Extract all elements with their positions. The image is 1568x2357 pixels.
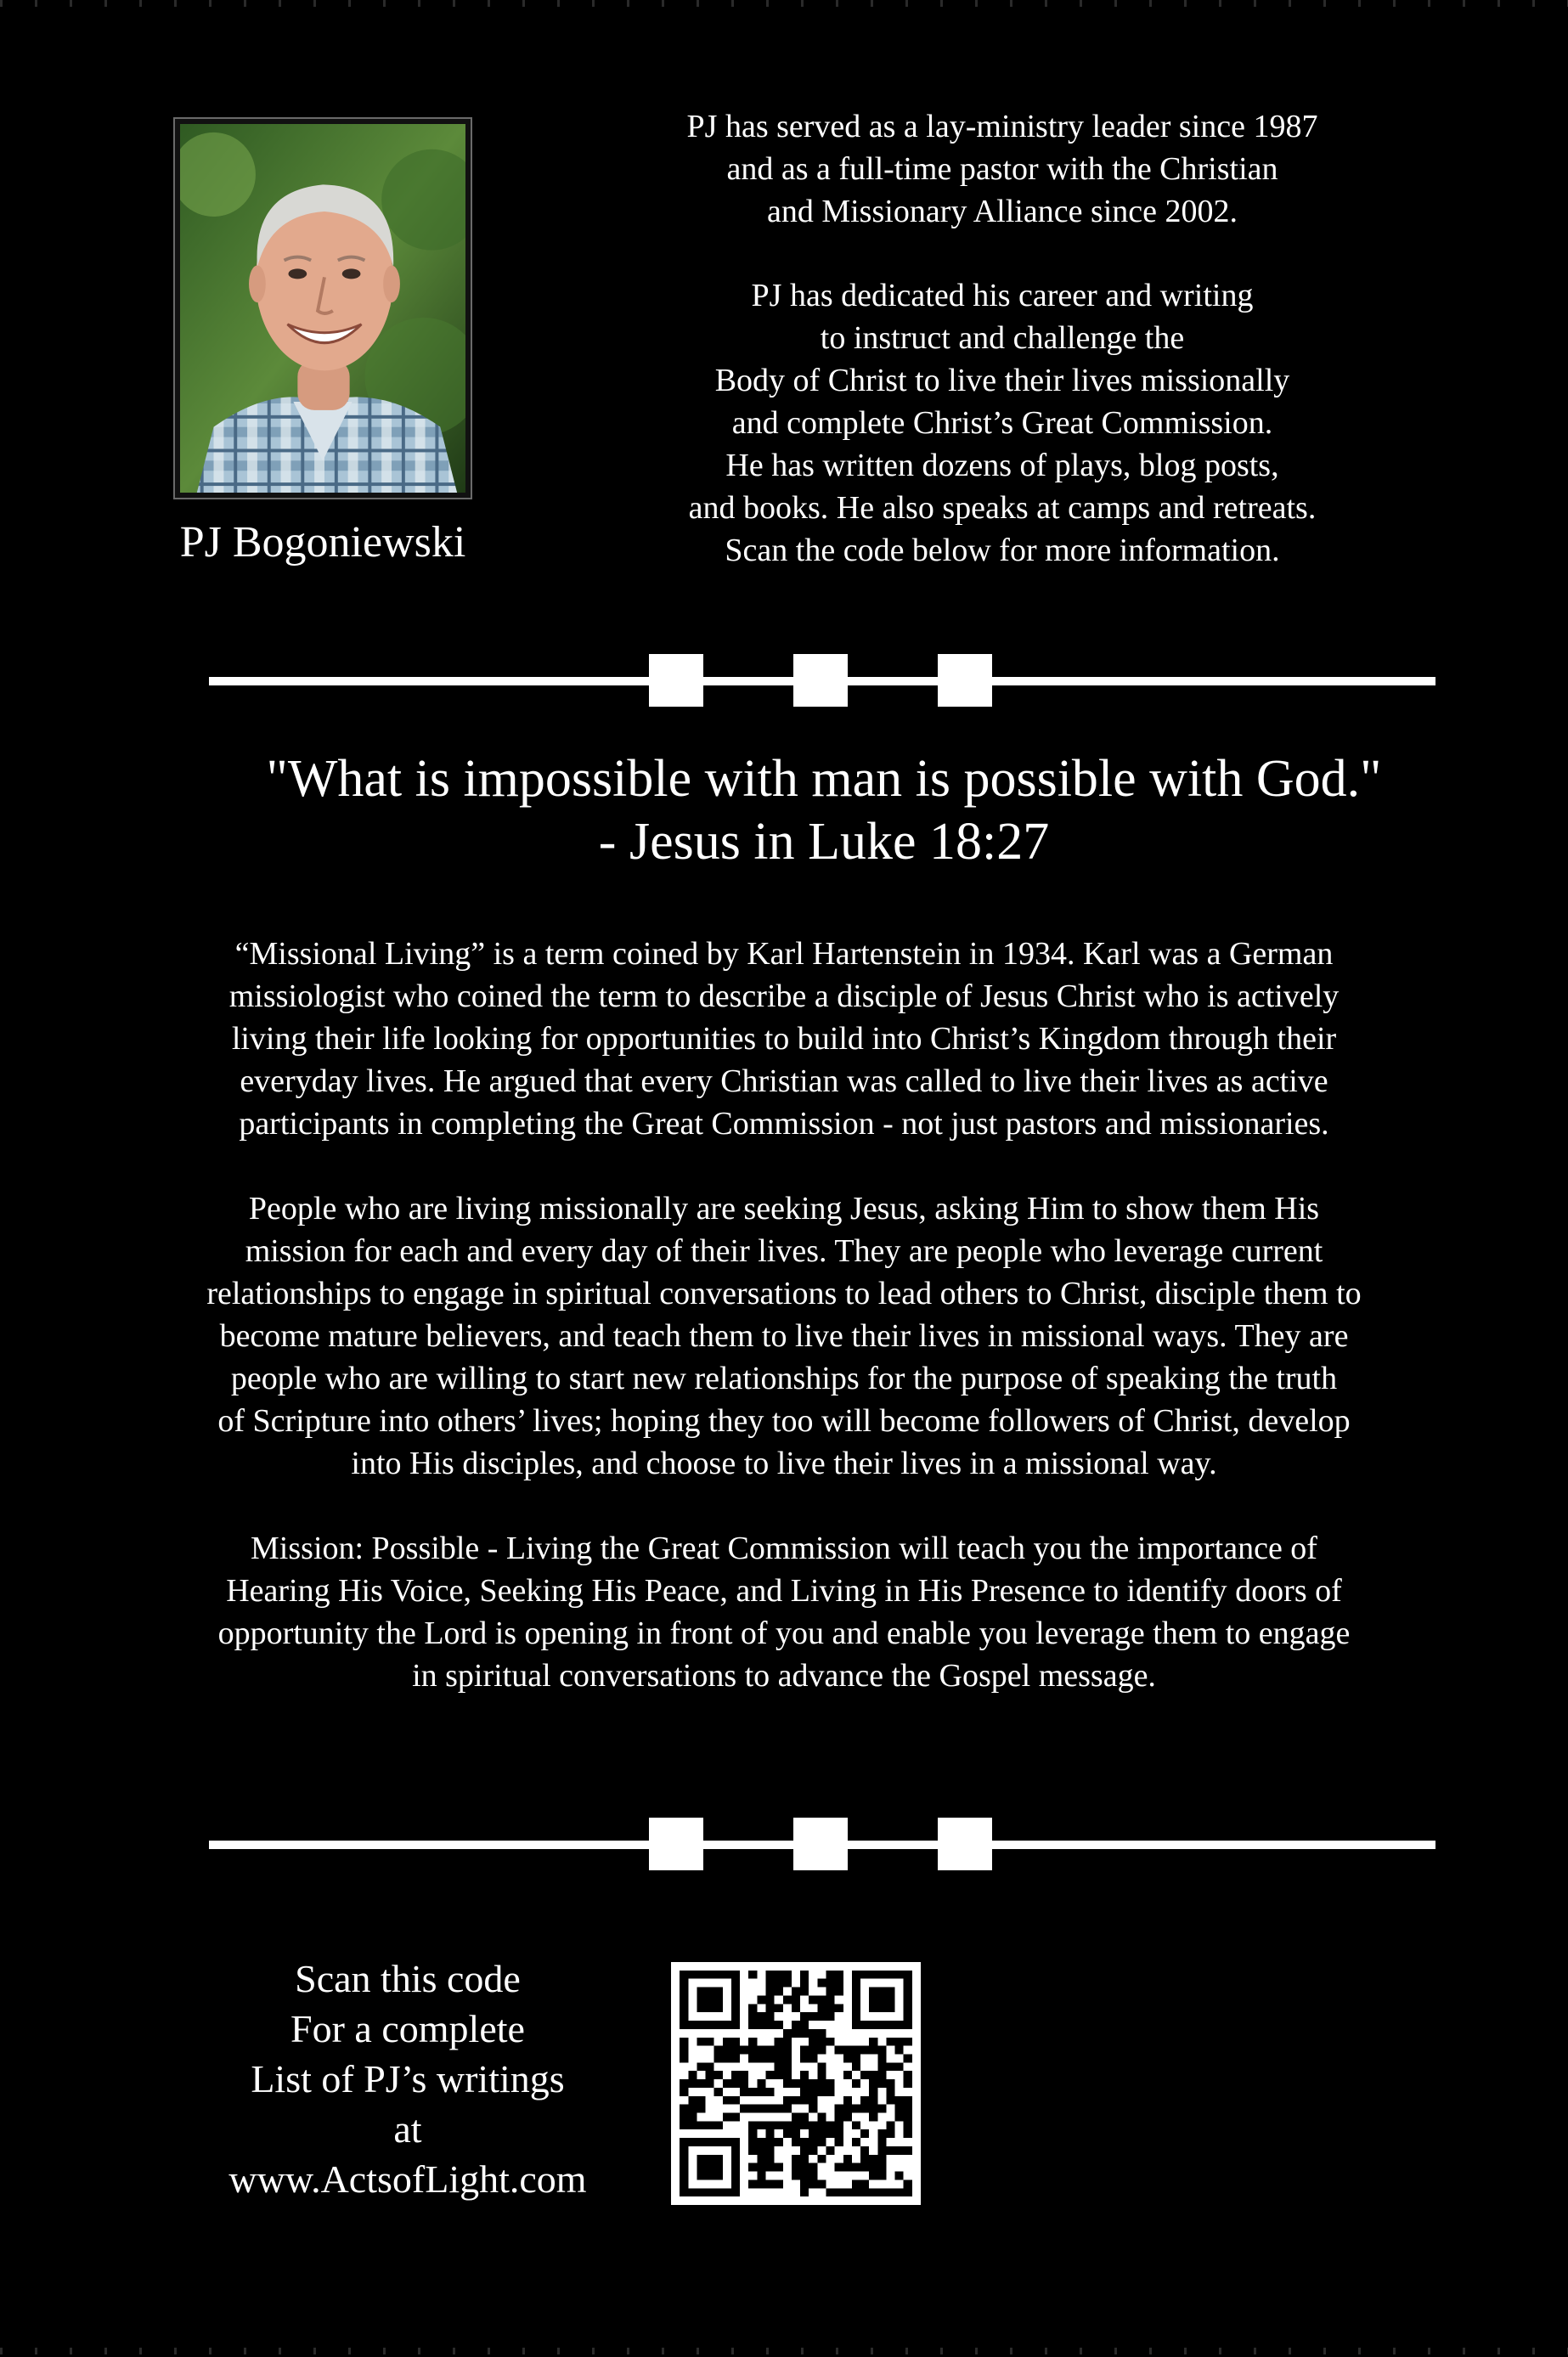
description-line: People who are living missionally are seeking Jesus, asking Him to show them His xyxy=(248,1191,1320,1226)
section-divider-top xyxy=(209,654,1435,707)
divider-square xyxy=(938,654,992,707)
scan-line: at xyxy=(393,2107,422,2151)
bio-line: Body of Christ to live their lives missionally xyxy=(714,363,1290,398)
description-line: people who are willing to start new relationships for the purpose of speaking the truth xyxy=(230,1361,1338,1396)
description-line: participants in completing the Great Commission - not just pastors and missionaries. xyxy=(239,1106,1329,1142)
scan-line: Scan this code xyxy=(295,1957,521,2000)
description-line: living their life looking for opportunities to build into Christ’s Kingdom through their xyxy=(231,1021,1337,1057)
bio-line: He has written dozens of plays, blog posts, xyxy=(725,448,1279,483)
description-line: “Missional Living” is a term coined by Karl Hartenstein in 1934. Karl was a German xyxy=(234,936,1334,972)
description-line: Hearing His Voice, Seeking His Peace, and Living in His Presence to identify doors of xyxy=(226,1573,1342,1609)
author-portrait-icon xyxy=(180,124,465,493)
description-line: of Scripture into others’ lives; hoping they too will become followers of Christ, develop xyxy=(217,1403,1351,1439)
description-paragraph-3 xyxy=(34,1527,1534,1697)
author-name: PJ Bogoniewski xyxy=(179,518,466,567)
description-line: in spiritual conversations to advance the Gospel message. xyxy=(412,1658,1156,1694)
quote-text: "What is impossible with man is possible with God." xyxy=(266,750,1382,808)
divider-square xyxy=(649,1818,703,1870)
bio-paragraph-2 xyxy=(561,274,1444,572)
bio-line: and Missionary Alliance since 2002. xyxy=(766,194,1238,229)
description-line: everyday lives. He argued that every Christian was called to live their lives as active xyxy=(240,1063,1328,1099)
description-line: relationships to engage in spiritual conversations to lead others to Christ, disciple them to xyxy=(206,1276,1362,1311)
description-line: become mature believers, and teach them to live their lives in missional ways. They are xyxy=(219,1318,1349,1354)
section-divider-bottom xyxy=(209,1818,1435,1870)
bio-line: and complete Christ’s Great Commission. xyxy=(731,405,1273,441)
bio-line: Scan the code below for more information. xyxy=(725,533,1280,568)
scan-instructions xyxy=(170,1954,646,2204)
bio-line: PJ has dedicated his career and writing xyxy=(751,278,1254,313)
bio-line: and as a full-time pastor with the Christian xyxy=(726,151,1278,187)
divider-square xyxy=(938,1818,992,1870)
bottom-edge-speckle xyxy=(0,2348,1568,2354)
scripture-quote xyxy=(102,747,1546,873)
author-bio xyxy=(561,105,1444,572)
description-line: missiologist who coined the term to describe a disciple of Jesus Christ who is actively xyxy=(228,978,1340,1014)
scan-line: For a complete xyxy=(290,2007,525,2050)
qr-code-icon[interactable] xyxy=(671,1962,921,2205)
qr-code-graphic xyxy=(671,1962,921,2205)
divider-square xyxy=(649,654,703,707)
top-edge-speckle xyxy=(0,0,1568,7)
quote-attribution: - Jesus in Luke 18:27 xyxy=(598,813,1050,871)
divider-square xyxy=(793,654,848,707)
description-line: Mission: Possible - Living the Great Commission will teach you the importance of xyxy=(251,1531,1317,1566)
description-line: opportunity the Lord is opening in front of you and enable you leverage them to engage xyxy=(217,1616,1351,1651)
website-url: www.ActsofLight.com xyxy=(228,2157,587,2201)
scan-line: List of PJ’s writings xyxy=(251,2057,565,2100)
bio-line: PJ has served as a lay-ministry leader since 1987 xyxy=(686,109,1318,144)
description-line: into His disciples, and choose to live their lives in a missional way. xyxy=(351,1446,1217,1481)
author-photo xyxy=(173,117,472,499)
divider-square xyxy=(793,1818,848,1870)
description-paragraph-2 xyxy=(34,1187,1534,1485)
bio-line: to instruct and challenge the xyxy=(820,320,1185,356)
book-description xyxy=(34,933,1534,1697)
description-paragraph-1 xyxy=(34,933,1534,1145)
bio-line: and books. He also speaks at camps and retreats. xyxy=(688,490,1317,526)
description-line: mission for each and every day of their lives. They are people who leverage current xyxy=(245,1233,1323,1269)
bio-paragraph-1 xyxy=(561,105,1444,233)
